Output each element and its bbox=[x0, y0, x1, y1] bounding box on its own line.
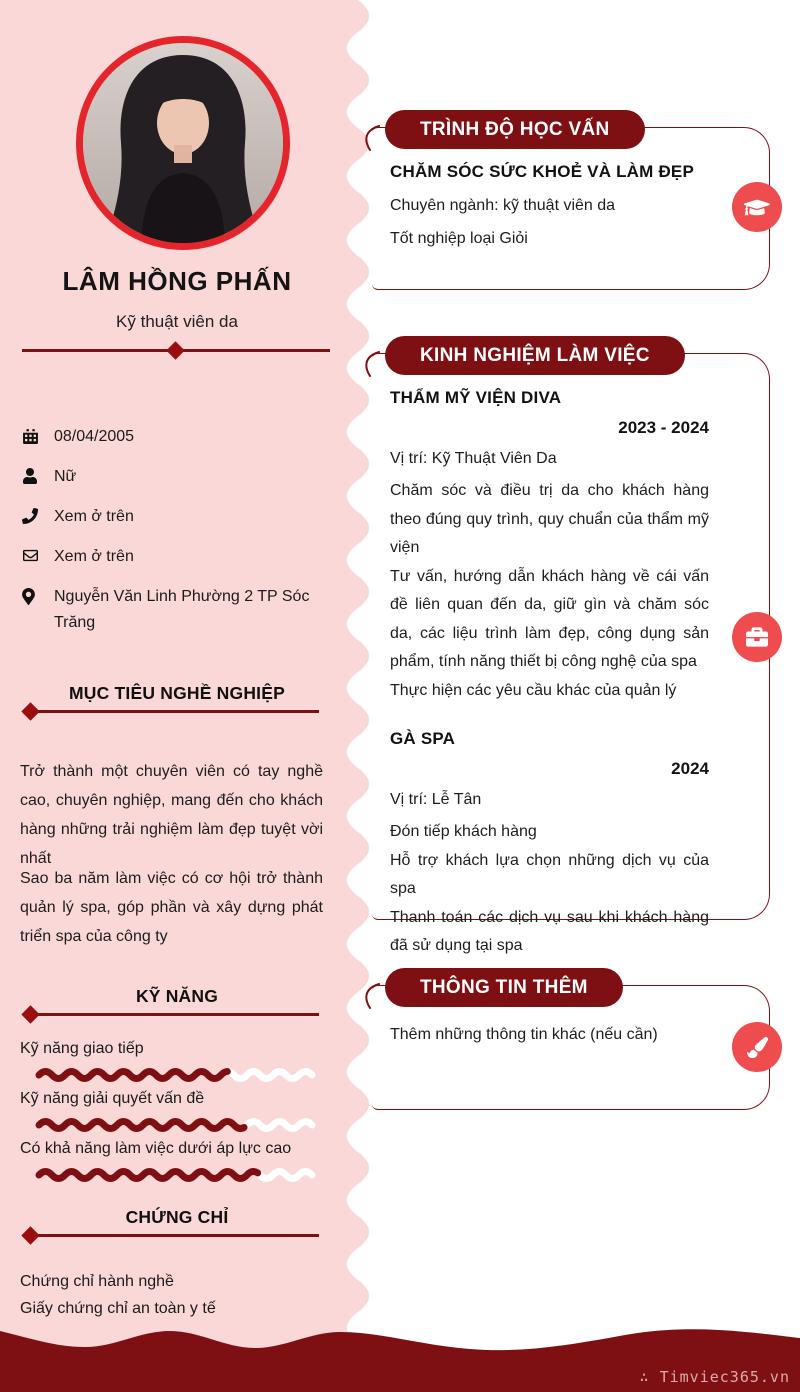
address-value: Nguyễn Văn Linh Phường 2 TP Sóc Trăng bbox=[54, 588, 310, 631]
skill-label: Có khả năng làm việc dưới áp lực cao bbox=[20, 1140, 292, 1157]
candidate-name: LÂM HỒNG PHẤN bbox=[62, 266, 292, 296]
certificate-item: Giấy chứng chỉ an toàn y tế bbox=[20, 1300, 216, 1317]
job-detail: Tư vấn, hướng dẫn khách hàng về cái vấn đề liên quan đến da, giữ gìn và chăm sóc da, các liệu trình làm đẹp, công dụng sản phẩm, tính năng thiết bị công nghệ của spa bbox=[390, 567, 709, 670]
skill-bar bbox=[35, 1118, 319, 1132]
graduation-cap-icon bbox=[732, 182, 782, 232]
job-detail: Chăm sóc và điều trị da cho khách hàng theo đúng quy trình, quy chuẩn của thẩm mỹ viện bbox=[390, 482, 709, 556]
education-grade: Tốt nghiệp loại Giỏi bbox=[390, 230, 528, 247]
skills-heading: KỸ NĂNG bbox=[135, 986, 219, 1006]
calendar-icon bbox=[22, 424, 39, 445]
job-position: Vị trí: Lễ Tân bbox=[390, 791, 482, 808]
skill-label: Kỹ năng giao tiếp bbox=[20, 1040, 144, 1057]
job-period: 2023 - 2024 bbox=[618, 418, 709, 437]
job-details bbox=[390, 477, 709, 705]
job-detail: Hỗ trợ khách lựa chọn những dịch vụ của spa bbox=[390, 851, 709, 897]
objective-paragraph-2: Sao ba năm làm việc có cơ hội trở thành quản lý spa, góp phần và xây dựng phát triển spa của công ty bbox=[20, 870, 323, 945]
info-row-email bbox=[22, 544, 332, 570]
job-company: THẨM MỸ VIỆN DIVA bbox=[390, 388, 562, 407]
education-major: Chuyên ngành: kỹ thuật viên da bbox=[390, 197, 616, 214]
certificates-list bbox=[20, 1268, 330, 1322]
education-section-badge: TRÌNH ĐỘ HỌC VẤN bbox=[385, 110, 645, 149]
job-company: GÀ SPA bbox=[390, 729, 456, 748]
additional-text: Thêm những thông tin khác (nếu cần) bbox=[390, 1026, 658, 1043]
location-icon bbox=[22, 584, 39, 605]
skill-bar bbox=[35, 1068, 319, 1082]
skill-label: Kỹ năng giải quyết vấn đề bbox=[20, 1090, 205, 1107]
additional-section-badge: THÔNG TIN THÊM bbox=[385, 968, 623, 1007]
job-period: 2024 bbox=[671, 759, 709, 778]
certificate-item: Chứng chỉ hành nghề bbox=[20, 1273, 174, 1290]
certificates-heading: CHỨNG CHỈ bbox=[125, 1207, 229, 1227]
certificates-divider bbox=[31, 1234, 319, 1237]
job-entry bbox=[390, 388, 709, 705]
phone-icon bbox=[22, 504, 39, 524]
experience-section-badge: KINH NGHIỆM LÀM VIỆC bbox=[385, 336, 685, 375]
watermark: ∴ Timviec365.vn bbox=[639, 1368, 790, 1386]
candidate-job-title: Kỹ thuật viên da bbox=[116, 312, 238, 331]
objective-paragraph-1: Trở thành một chuyên viên có tay nghề cao, chuyên nghiệp, mang đến cho khách hàng những trải nghiệm làm đẹp tuyệt vời nhất bbox=[20, 763, 323, 867]
job-detail: Thực hiện các yêu cầu khác của quản lý bbox=[390, 681, 677, 699]
info-row-birthdate bbox=[22, 424, 332, 450]
card-curl-ornament bbox=[360, 124, 380, 152]
briefcase-icon bbox=[732, 612, 782, 662]
job-entry bbox=[390, 729, 709, 961]
info-row-phone bbox=[22, 504, 332, 530]
user-icon bbox=[22, 464, 39, 484]
paintbrush-icon bbox=[732, 1022, 782, 1072]
info-row-address bbox=[22, 584, 332, 636]
job-detail: Thanh toán các dịch vụ sau khi khách hàng đã sử dụng tại spa bbox=[390, 908, 709, 954]
objective-heading: MỤC TIÊU NGHỀ NGHIỆP bbox=[69, 683, 285, 703]
experience-card bbox=[372, 353, 770, 954]
card-curl-ornament bbox=[360, 982, 380, 1010]
info-row-gender bbox=[22, 464, 332, 490]
skill-bar bbox=[35, 1168, 319, 1182]
gender-value: Nữ bbox=[54, 468, 77, 485]
education-school: CHĂM SÓC SỨC KHOẺ VÀ LÀM ĐẸP bbox=[390, 162, 694, 181]
objective-divider bbox=[31, 710, 319, 713]
education-card bbox=[372, 127, 770, 290]
profile-photo-placeholder bbox=[83, 43, 283, 243]
birthdate-value: 08/04/2005 bbox=[54, 428, 135, 445]
job-details bbox=[390, 818, 709, 961]
email-icon bbox=[22, 544, 39, 563]
email-value: Xem ở trên bbox=[54, 548, 134, 565]
phone-value: Xem ở trên bbox=[54, 508, 134, 525]
profile-photo bbox=[76, 36, 290, 250]
card-curl-ornament bbox=[360, 350, 380, 378]
skills-divider bbox=[31, 1013, 319, 1016]
title-divider bbox=[22, 349, 330, 352]
job-position: Vị trí: Kỹ Thuật Viên Da bbox=[390, 450, 557, 467]
job-detail: Đón tiếp khách hàng bbox=[390, 823, 537, 840]
